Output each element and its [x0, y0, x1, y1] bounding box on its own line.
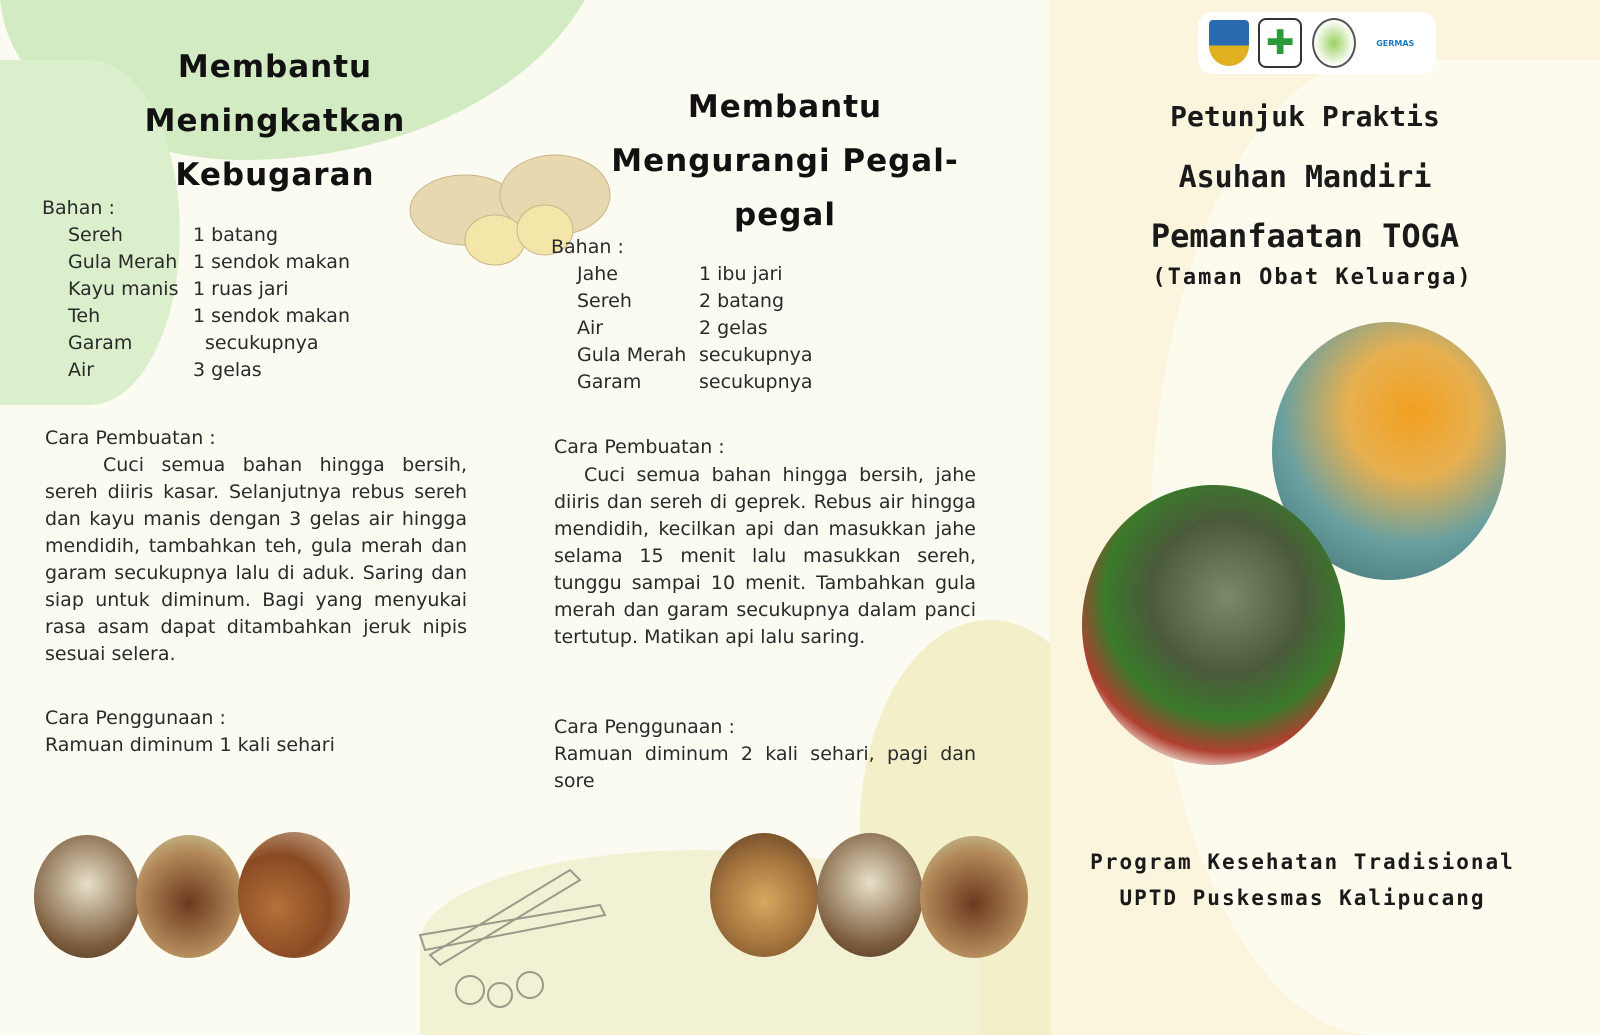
ingredient-row — [577, 342, 813, 369]
cover-title-line-3: Pemanfaatan TOGA — [1150, 217, 1460, 255]
ingredient-qty: 1 ruas jari — [193, 278, 289, 300]
panel1-bahan-label: Bahan : — [42, 197, 115, 219]
ingredient-qty: 1 batang — [193, 224, 279, 246]
ingredient-name: Air — [577, 317, 604, 339]
panel2-pembuatan-label: Cara Pembuatan : — [554, 436, 725, 458]
ingredient-qty: 1 sendok makan — [193, 305, 350, 327]
logo-strip — [1198, 12, 1436, 74]
ingredient-row — [577, 261, 813, 288]
ingredient-row — [577, 315, 813, 342]
cinnamon-photo — [238, 832, 350, 958]
ingredient-qty: 3 gelas — [193, 359, 262, 381]
ingredient-qty: secukupnya — [699, 344, 813, 366]
ingredient-qty: 1 sendok makan — [193, 251, 350, 273]
program-circle-logo — [1312, 18, 1356, 68]
panel1-pembuatan-label: Cara Pembuatan : — [45, 427, 216, 449]
ingredient-name: Gula Merah — [577, 344, 687, 366]
ingredient-qty: 2 gelas — [699, 317, 768, 339]
panel1-ingredient-list — [68, 222, 350, 384]
cover-title-line-1: Petunjuk Praktis — [1170, 100, 1440, 133]
ingredient-qty: 2 batang — [699, 290, 785, 312]
ingredient-row — [68, 222, 350, 249]
ingredient-name: Air — [68, 359, 95, 381]
panel2-title: Membantu Mengurangi Pegal-pegal — [611, 89, 959, 233]
ingredient-name: Gula Merah — [68, 251, 178, 273]
panel2-penggunaan-label: Cara Penggunaan : — [554, 716, 735, 738]
lemongrass-ginger-photo — [34, 835, 140, 958]
cover-subtitle: (Taman Obat Keluarga) — [1152, 265, 1473, 290]
panel2-ingredient-list — [577, 261, 813, 396]
ingredient-row — [68, 357, 350, 384]
ingredient-row — [68, 303, 350, 330]
palm-sugar-photo — [920, 836, 1028, 958]
cover-title-line-2: Asuhan Mandiri — [1178, 160, 1432, 195]
ingredient-name: Garam — [68, 332, 133, 354]
ingredient-row — [577, 288, 813, 315]
ginger-photo — [710, 833, 818, 957]
germas-logo: GERMAS — [1376, 38, 1415, 48]
cover-footer-line-2: UPTD Puskesmas Kalipucang — [1119, 886, 1486, 910]
ingredient-name: Teh — [68, 305, 101, 327]
mortar-herbs-photo — [1082, 485, 1345, 765]
panel1-pembuatan-text: Cuci semua bahan hingga bersih, sereh diiris kasar. Selanjutnya rebus sereh dan kayu manis dengan 3 gelas air hingga mendidih, tambahkan teh, gula merah dan garam secukupnya lalu di aduk. Saring dan siap untuk diminum. Bagi yang menyukai rasa asam dapat ditambahkan jeruk nipis sesuai selera. — [45, 454, 467, 665]
ingredient-qty: secukupnya — [205, 332, 319, 354]
ingredient-row — [577, 369, 813, 396]
cover-footer-line-1: Program Kesehatan Tradisional — [1090, 850, 1515, 874]
ingredient-name: Garam — [577, 371, 642, 393]
ingredient-row — [68, 249, 350, 276]
ingredient-qty: 1 ibu jari — [699, 263, 783, 285]
panel1-title: Membantu Meningkatkan Kebugaran — [144, 49, 406, 193]
ingredient-name: Sereh — [577, 290, 632, 312]
palm-sugar-photo — [136, 835, 242, 958]
panel2-penggunaan-text: Ramuan diminum 2 kali sehari, pagi dan sore — [554, 743, 976, 792]
ingredient-name: Sereh — [68, 224, 123, 246]
panel1-penggunaan-text: Ramuan diminum 1 kali sehari — [45, 734, 335, 756]
ingredient-name: Jahe — [577, 263, 618, 285]
lemongrass-ginger-photo — [817, 833, 923, 957]
panel2-bahan-label: Bahan : — [551, 236, 624, 258]
ingredient-row — [68, 330, 350, 357]
panel2-pembuatan-text: Cuci semua bahan hingga bersih, jahe diiris dan sereh di geprek. Rebus air hingga mendidih, kecilkan api dan masukkan jahe selama 15 menit lalu masukkan sereh, tunggu sampai 10 menit. Tambahkan gula merah dan garam secukupnya dalam panci tertutup. Matikan api lalu saring. — [554, 464, 976, 648]
ingredient-name: Kayu manis — [68, 278, 179, 300]
lemongrass-illustration — [410, 865, 610, 1015]
panel1-penggunaan-label: Cara Penggunaan : — [45, 707, 226, 729]
ingredient-qty: secukupnya — [699, 371, 813, 393]
ingredient-row — [68, 276, 350, 303]
regency-emblem-logo — [1209, 20, 1249, 66]
puskesmas-cross-logo: ✚ — [1258, 18, 1302, 68]
